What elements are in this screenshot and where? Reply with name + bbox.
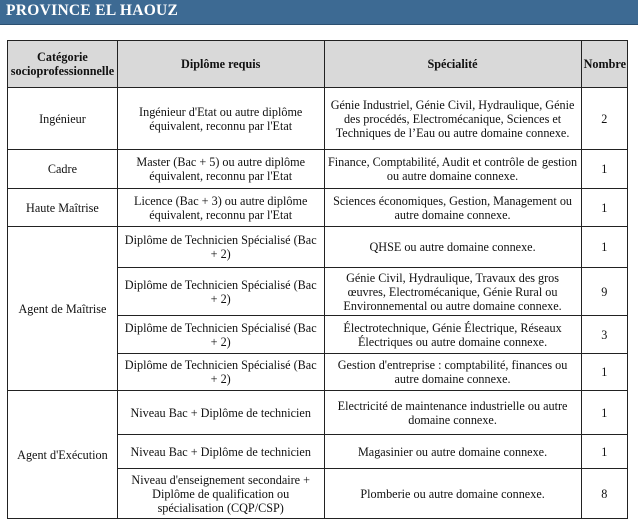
table-row	[8, 150, 628, 189]
header-count: Nombre	[581, 41, 627, 88]
table-row	[8, 189, 628, 227]
category-cell: Cadre	[8, 150, 118, 189]
count-cell: 1	[581, 354, 627, 391]
diploma-cell: Niveau Bac + Diplôme de technicien	[117, 391, 324, 435]
recruitment-table	[7, 40, 628, 519]
category-cell: Ingénieur	[8, 88, 118, 150]
diploma-cell: Diplôme de Technicien Spécialisé (Bac + 2)	[117, 227, 324, 268]
count-cell: 3	[581, 316, 627, 354]
header-category: Catégorie socioprofessionnelle	[8, 41, 118, 88]
specialty-cell: QHSE ou autre domaine connexe.	[324, 227, 581, 268]
diploma-cell: Ingénieur d'Etat ou autre diplôme équivalent, reconnu par l'Etat	[117, 88, 324, 150]
diploma-cell: Master (Bac + 5) ou autre diplôme équivalent, reconnu par l'Etat	[117, 150, 324, 189]
count-cell: 1	[581, 391, 627, 435]
diploma-cell: Licence (Bac + 3) ou autre diplôme équivalent, reconnu par l'Etat	[117, 189, 324, 227]
specialty-cell: Finance, Comptabilité, Audit et contrôle de gestion ou autre domaine connexe.	[324, 150, 581, 189]
specialty-cell: Gestion d'entreprise : comptabilité, finances ou autre domaine connexe.	[324, 354, 581, 391]
specialty-cell: Magasinier ou autre domaine connexe.	[324, 435, 581, 469]
count-cell: 8	[581, 469, 627, 519]
count-cell: 2	[581, 88, 627, 150]
table-row	[8, 88, 628, 150]
table-row	[8, 391, 628, 435]
header-diploma: Diplôme requis	[117, 41, 324, 88]
specialty-cell: Sciences économiques, Gestion, Management ou autre domaine connexe.	[324, 189, 581, 227]
diploma-cell: Niveau d'enseignement secondaire + Diplôme de qualification ou spécialisation (CQP/CSP)	[117, 469, 324, 519]
category-cell: Haute Maîtrise	[8, 189, 118, 227]
count-cell: 1	[581, 150, 627, 189]
table-header-row	[8, 41, 628, 88]
province-title: PROVINCE EL HAOUZ	[6, 2, 179, 19]
diploma-cell: Diplôme de Technicien Spécialisé (Bac + 2)	[117, 354, 324, 391]
province-banner	[0, 0, 638, 25]
category-cell: Agent d'Exécution	[8, 391, 118, 519]
count-cell: 9	[581, 268, 627, 316]
specialty-cell: Électrotechnique, Génie Électrique, Réseaux Électriques ou autre domaine connexe.	[324, 316, 581, 354]
specialty-cell: Génie Industriel, Génie Civil, Hydraulique, Génie des procédés, Electromécanique, Sciences et Techniques de l’Eau ou autre domaine connexe.	[324, 88, 581, 150]
specialty-cell: Electricité de maintenance industrielle ou autre domaine connexe.	[324, 391, 581, 435]
specialty-cell: Plomberie ou autre domaine connexe.	[324, 469, 581, 519]
diploma-cell: Diplôme de Technicien Spécialisé (Bac + 2)	[117, 268, 324, 316]
count-cell: 1	[581, 189, 627, 227]
specialty-cell: Génie Civil, Hydraulique, Travaux des gros œuvres, Electromécanique, Génie Rural ou Environnemental ou autre domaine connexe.	[324, 268, 581, 316]
category-cell: Agent de Maîtrise	[8, 227, 118, 391]
table-row	[8, 227, 628, 268]
diploma-cell: Diplôme de Technicien Spécialisé (Bac + 2)	[117, 316, 324, 354]
header-specialty: Spécialité	[324, 41, 581, 88]
count-cell: 1	[581, 227, 627, 268]
count-cell: 1	[581, 435, 627, 469]
diploma-cell: Niveau Bac + Diplôme de technicien	[117, 435, 324, 469]
